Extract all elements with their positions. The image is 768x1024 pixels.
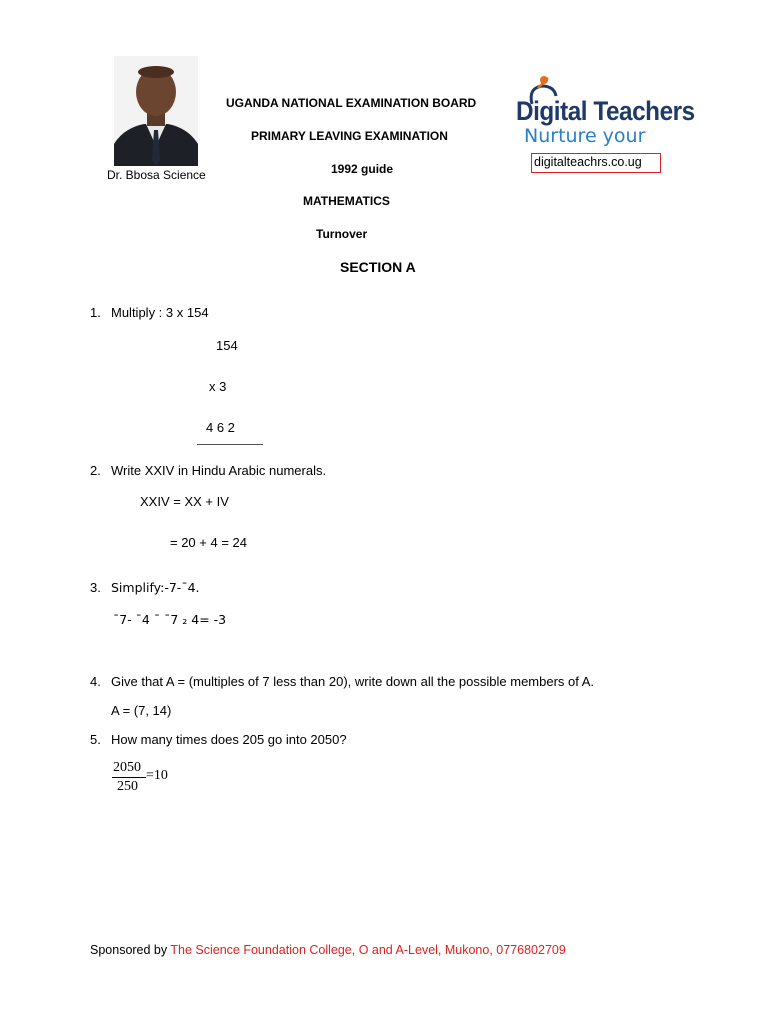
work-line: 154 — [216, 338, 238, 353]
exam-title: PRIMARY LEAVING EXAMINATION — [251, 129, 448, 143]
work-line: A = (7, 14) — [111, 703, 172, 718]
logo-tagline: Nurture your — [524, 125, 646, 147]
question-number: 5. — [90, 732, 101, 747]
question-text: Simplify:-7-¯4. — [111, 580, 200, 595]
answer-underline — [197, 444, 263, 445]
work-line: = 20 + 4 = 24 — [170, 535, 247, 550]
author-photo — [114, 56, 198, 166]
question-text: Give that A = (multiples of 7 less than 20), write down all the possible members of A. — [111, 674, 595, 689]
work-line: 4 6 2 — [206, 420, 235, 435]
fraction-result: =10 — [146, 768, 168, 783]
fraction-denominator: 250 — [117, 779, 138, 794]
photo-caption: Dr. Bbosa Science — [107, 168, 206, 182]
question-number: 2. — [90, 463, 101, 478]
footer-sponsor: The Science Foundation College, O and A-Level, Mukono, 0776802709 — [170, 943, 566, 957]
question-number: 4. — [90, 674, 101, 689]
question-text: Write XXIV in Hindu Arabic numerals. — [111, 463, 327, 478]
year-label: 1992 guide — [331, 162, 394, 176]
logo-url-link[interactable]: digitalteachrs.co.ug — [531, 153, 661, 173]
turnover-label: Turnover — [316, 227, 368, 241]
work-line: x 3 — [209, 379, 227, 394]
fraction-bar — [112, 777, 146, 778]
question-text: How many times does 205 go into 2050? — [111, 732, 347, 747]
footer — [90, 943, 566, 957]
subject-label: MATHEMATICS — [303, 194, 390, 208]
work-line: XXIV = XX + IV — [140, 494, 229, 509]
fraction-numerator: 2050 — [113, 760, 141, 775]
question-text: Multiply : 3 x 154 — [111, 305, 209, 320]
board-title: UGANDA NATIONAL EXAMINATION BOARD — [226, 96, 477, 110]
work-line: ¯7- ¯4 ¯ ¯7 ₂ 4= -3 — [113, 612, 227, 627]
footer-prefix: Sponsored by — [90, 943, 171, 957]
logo-title: Digital Teachers — [516, 96, 695, 126]
question-number: 1. — [90, 305, 101, 320]
question-number: 3. — [90, 580, 101, 595]
section-title: SECTION A — [340, 259, 416, 275]
